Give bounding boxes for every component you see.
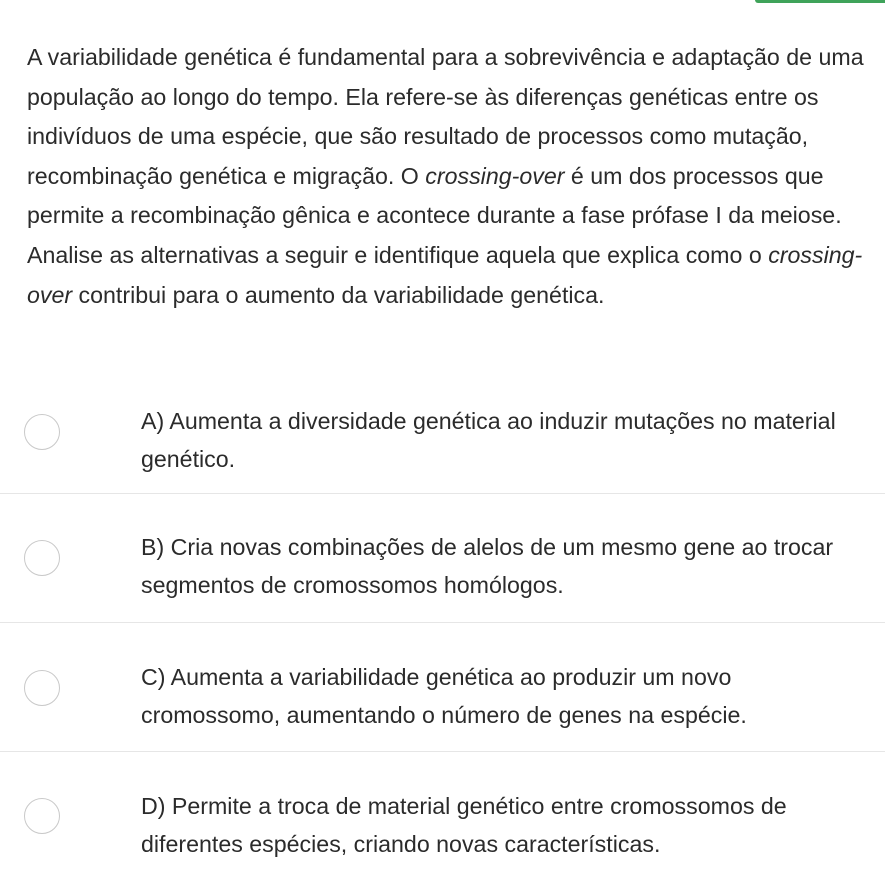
radio-button-c[interactable] [24,670,60,706]
question-text [27,38,867,315]
option-a[interactable] [0,367,885,494]
option-c[interactable] [0,623,885,752]
option-b[interactable] [0,494,885,623]
question-text-part-3: contribui para o aumento da variabilidade genética. [72,281,605,308]
option-b-label: B) Cria novas combinações de alelos de um mesmo gene ao trocar segmentos de cromossomos homólogos. [141,534,834,598]
question-text-part-2: é um dos processos que permite a recombinação gênica e acontece durante a fase prófase I da meiose. Analise as alternativas a seguir e identifique aquela que explica como o [27,162,842,268]
radio-button-b[interactable] [24,540,60,576]
radio-button-d[interactable] [24,798,60,834]
question-term-crossing-over-1: crossing-over [425,162,565,189]
progress-bar [755,0,885,3]
answer-options [0,367,885,872]
option-d-label: D) Permite a troca de material genético entre cromossomos de diferentes espécies, criando novas características. [141,793,787,857]
question-term-crossing-over-2: crossing-over [27,241,863,308]
question-text-part-1: A variabilidade genética é fundamental para a sobrevivência e adaptação de uma população ao longo do tempo. Ela refere-se às diferenças genéticas entre os indivíduos de uma espécie, que são resultado de processos como mutação, recombinação genética e migração. O [27,44,864,189]
radio-button-a[interactable] [24,414,60,450]
option-d[interactable] [0,752,885,872]
option-a-label: A) Aumenta a diversidade genética ao induzir mutações no material genético. [141,408,836,472]
option-c-label: C) Aumenta a variabilidade genética ao produzir um novo cromossomo, aumentando o número de genes na espécie. [141,664,747,728]
